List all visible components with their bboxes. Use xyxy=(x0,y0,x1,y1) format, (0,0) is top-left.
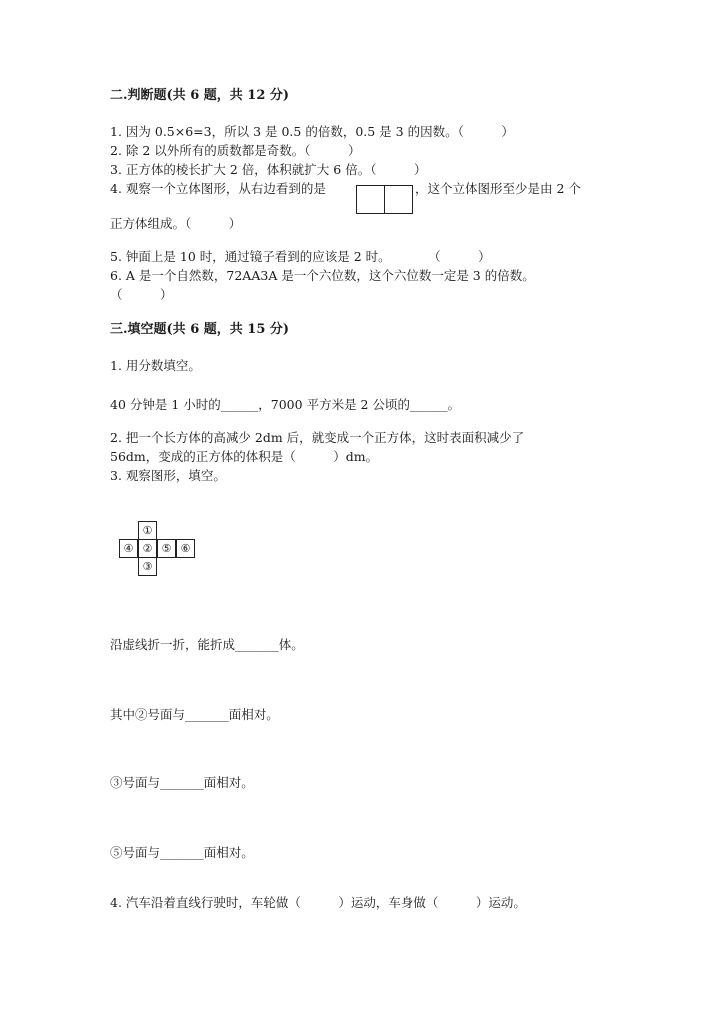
question-2-1: 1. 因为 0.5×6=3，所以 3 是 0.5 的倍数，0.5 是 3 的因数。（ ） xyxy=(110,124,514,139)
net-face-3: ③ xyxy=(138,557,157,576)
view-square-left xyxy=(356,185,385,214)
net-face-6: ⑥ xyxy=(176,539,195,558)
question-3-4: 4. 汽车沿着直线行驶时，车轮做（ ）运动，车身做（ ）运动。 xyxy=(110,895,526,910)
net-face-4: ④ xyxy=(119,539,138,558)
question-2-2: 2. 除 2 以外所有的质数都是奇数。（ ） xyxy=(110,143,361,158)
question-2-3: 3. 正方体的棱长扩大 2 倍，体积就扩大 6 倍。（ ） xyxy=(110,162,427,177)
net-face-1: ① xyxy=(138,521,157,540)
question-3-3: 3. 观察图形，填空。 xyxy=(110,468,226,483)
question-2-4-start: 4. 观察一个立体图形，从右边看到的是 xyxy=(110,181,326,196)
question-2-6: 6. A 是一个自然数，72AA3A 是一个六位数，这个六位数一定是 3 的倍数。 xyxy=(110,268,535,283)
net-face-5: ⑤ xyxy=(157,539,176,558)
cube-net-figure xyxy=(119,521,199,601)
view-square-right xyxy=(384,185,413,214)
side-view-figure xyxy=(356,185,414,214)
section-2-title: 二.判断题(共 6 题，共 12 分) xyxy=(110,88,290,103)
question-2-6-answer: （ ） xyxy=(110,287,173,302)
question-2-4-end: 正方体组成。（ ） xyxy=(110,216,242,231)
question-3-3-fold: 沿虚线折一折，能折成_______体。 xyxy=(110,637,304,652)
question-3-3-face-2: 其中②号面与_______面相对。 xyxy=(110,707,279,722)
question-2-5: 5. 钟面上是 10 时，通过镜子看到的应该是 2 时。 （ ） xyxy=(110,249,491,264)
question-3-3-face-3: ③号面与_______面相对。 xyxy=(110,775,254,790)
question-3-2-line-1: 2. 把一个长方体的高减少 2dm 后，就变成一个正方体，这时表面积减少了 xyxy=(110,430,525,445)
question-3-1: 1. 用分数填空。 xyxy=(110,358,201,373)
question-3-2-line-2: 56dm，变成的正方体的体积是（ ）dm。 xyxy=(110,449,379,464)
net-face-2: ② xyxy=(138,539,157,558)
question-3-3-face-5: ⑤号面与_______面相对。 xyxy=(110,845,254,860)
section-3-title: 三.填空题(共 6 题，共 15 分) xyxy=(110,322,290,337)
question-3-1-blanks: 40 分钟是 1 小时的______，7000 平方米是 2 公顷的______。 xyxy=(110,397,460,412)
question-2-4-mid: ，这个立体图形至少是由 2 个 xyxy=(415,181,581,196)
